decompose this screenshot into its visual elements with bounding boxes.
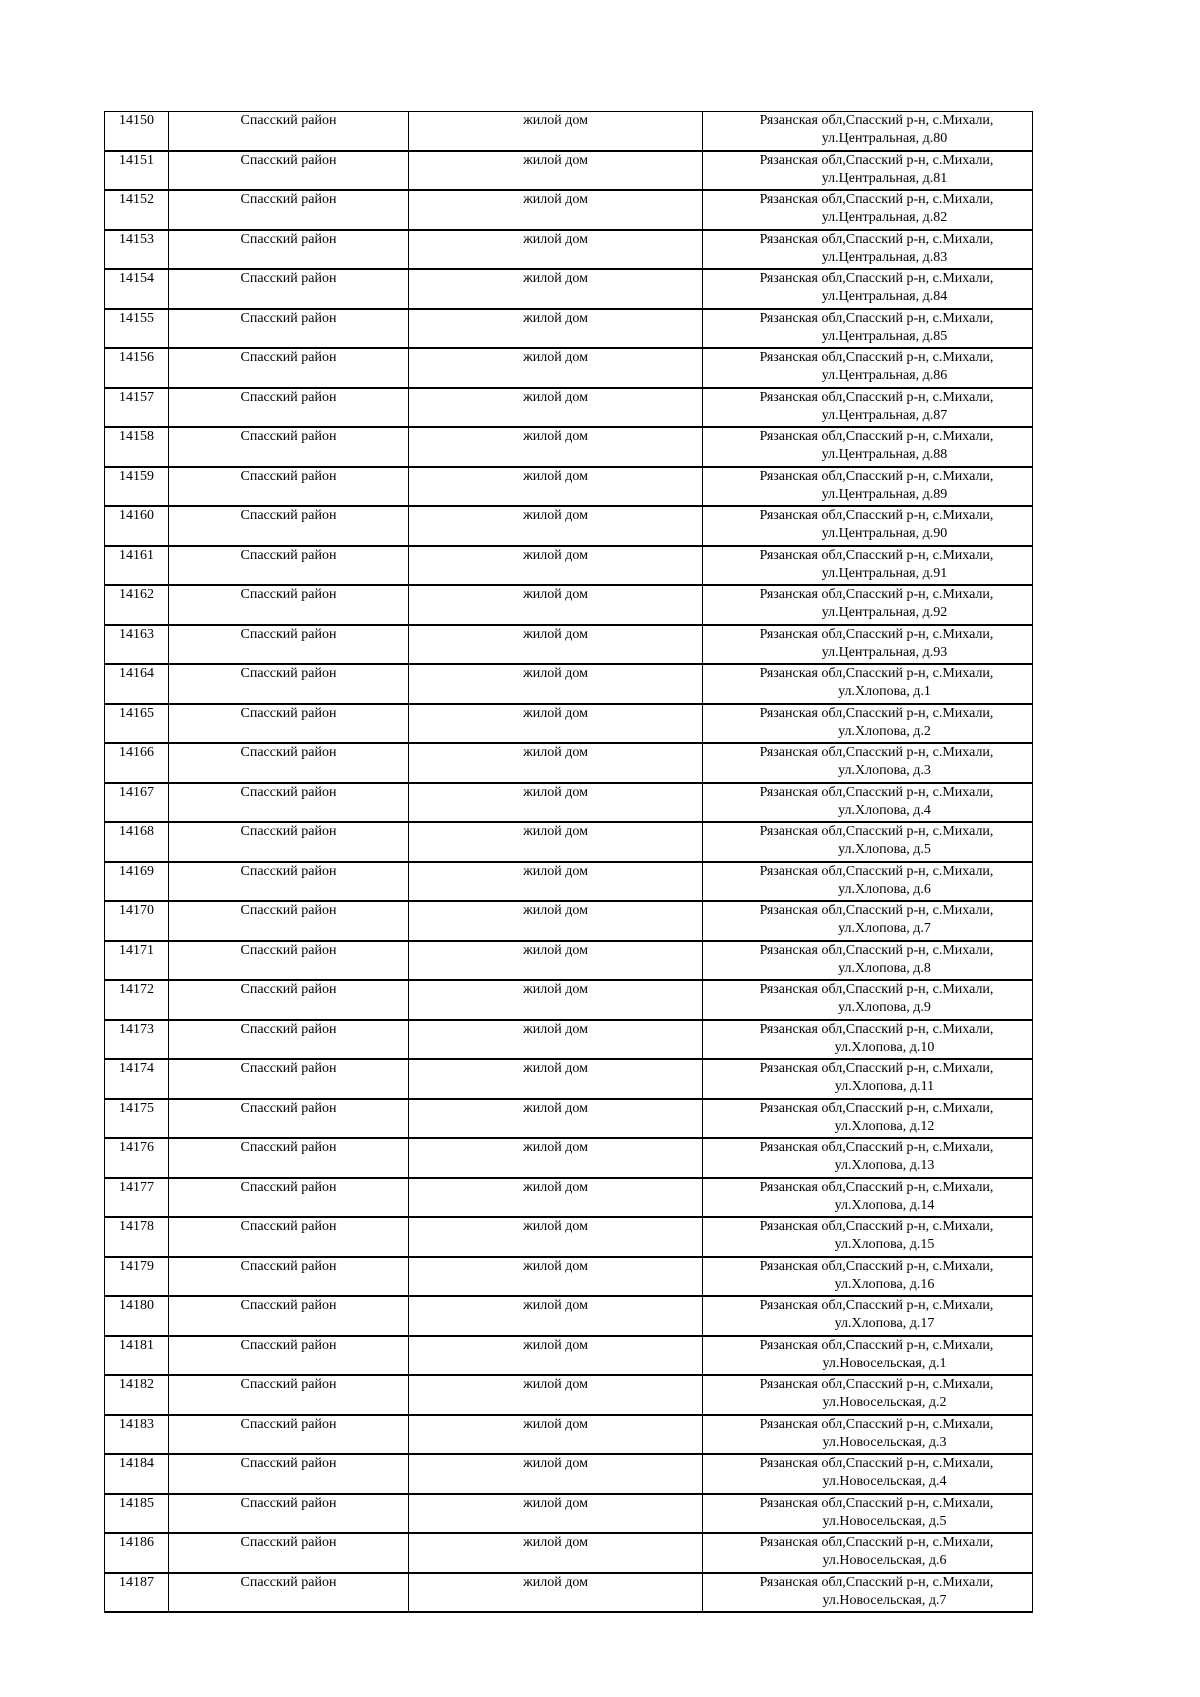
object-type-cell: жилой дом bbox=[409, 1178, 703, 1218]
address-cell bbox=[703, 1375, 1033, 1415]
address-line-street: ул.Центральная, д.88 bbox=[821, 447, 948, 462]
object-type-cell: жилой дом bbox=[409, 348, 703, 388]
address-line-street: ул.Хлопова, д.15 bbox=[834, 1237, 935, 1252]
district-cell: Спасский район bbox=[169, 1138, 409, 1178]
object-type-cell: жилой дом bbox=[409, 1296, 703, 1336]
address-cell bbox=[703, 1178, 1033, 1218]
address-line-street: ул.Центральная, д.80 bbox=[821, 131, 948, 146]
district-cell: Спасский район bbox=[169, 862, 409, 902]
table-row bbox=[105, 1059, 1033, 1099]
address-line-street: ул.Хлопова, д.10 bbox=[834, 1039, 935, 1055]
record-number-cell: 14163 bbox=[105, 625, 169, 665]
table-row bbox=[105, 190, 1033, 230]
table-row bbox=[105, 704, 1033, 744]
address-line-street: ул.Новосельская, д.2 bbox=[822, 1395, 947, 1410]
address-line-street: ул.Хлопова, д.2 bbox=[838, 723, 931, 739]
object-type-cell: жилой дом bbox=[409, 664, 703, 704]
address-line-region: Рязанская обл,Спасский р-н, с.Михали, bbox=[759, 824, 994, 839]
address-line-region: Рязанская обл,Спасский р-н, с.Михали, bbox=[759, 547, 994, 563]
district-cell: Спасский район bbox=[169, 1178, 409, 1218]
address-line-street: ул.Центральная, д.83 bbox=[821, 249, 948, 265]
address-line-region: Рязанская обл,Спасский р-н, с.Михали, bbox=[759, 1179, 994, 1195]
address-cell bbox=[703, 1454, 1033, 1494]
address-line-street: ул.Центральная, д.89 bbox=[821, 486, 948, 502]
record-number-cell: 14173 bbox=[105, 1020, 169, 1060]
address-line-street: ул.Хлопова, д.7 bbox=[838, 921, 931, 936]
object-type-cell: жилой дом bbox=[409, 822, 703, 862]
address-cell bbox=[703, 664, 1033, 704]
address-cell bbox=[703, 309, 1033, 349]
table-row bbox=[105, 309, 1033, 349]
district-cell: Спасский район bbox=[169, 309, 409, 349]
table-row bbox=[105, 1178, 1033, 1218]
address-line-region: Рязанская обл,Спасский р-н, с.Михали, bbox=[759, 903, 994, 918]
address-cell bbox=[703, 1257, 1033, 1297]
address-line-street: ул.Хлопова, д.5 bbox=[838, 842, 931, 857]
object-type-cell: жилой дом bbox=[409, 704, 703, 744]
address-cell bbox=[703, 743, 1033, 783]
address-cell bbox=[703, 467, 1033, 507]
district-cell: Спасский район bbox=[169, 980, 409, 1020]
address-line-region: Рязанская обл,Спасский р-н, с.Михали, bbox=[759, 705, 994, 721]
district-cell: Спасский район bbox=[169, 1099, 409, 1139]
district-cell: Спасский район bbox=[169, 941, 409, 981]
object-type-cell: жилой дом bbox=[409, 743, 703, 783]
address-line-region: Рязанская обл,Спасский р-н, с.Михали, bbox=[759, 982, 994, 997]
record-number-cell: 14187 bbox=[105, 1573, 169, 1613]
district-cell: Спасский район bbox=[169, 822, 409, 862]
address-line-street: ул.Хлопова, д.6 bbox=[838, 881, 931, 897]
table-row bbox=[105, 1099, 1033, 1139]
address-line-street: ул.Центральная, д.84 bbox=[821, 289, 948, 304]
address-cell bbox=[703, 862, 1033, 902]
object-type-cell: жилой дом bbox=[409, 941, 703, 981]
record-number-cell: 14167 bbox=[105, 783, 169, 823]
address-line-street: ул.Центральная, д.81 bbox=[821, 170, 948, 186]
address-line-street: ул.Новосельская, д.7 bbox=[822, 1592, 947, 1608]
record-number-cell: 14158 bbox=[105, 427, 169, 467]
district-cell: Спасский район bbox=[169, 1336, 409, 1376]
district-cell: Спасский район bbox=[169, 1257, 409, 1297]
table-row bbox=[105, 230, 1033, 270]
address-cell bbox=[703, 704, 1033, 744]
table-row bbox=[105, 1138, 1033, 1178]
address-line-region: Рязанская обл,Спасский р-н, с.Михали, bbox=[759, 1258, 994, 1274]
address-cell bbox=[703, 1533, 1033, 1573]
district-cell: Спасский район bbox=[169, 1059, 409, 1099]
table-row bbox=[105, 151, 1033, 191]
object-type-cell: жилой дом bbox=[409, 427, 703, 467]
district-cell: Спасский район bbox=[169, 1494, 409, 1534]
address-cell bbox=[703, 1336, 1033, 1376]
address-cell bbox=[703, 1138, 1033, 1178]
address-cell bbox=[703, 388, 1033, 428]
address-line-region: Рязанская обл,Спасский р-н, с.Михали, bbox=[759, 429, 994, 444]
address-line-street: ул.Центральная, д.82 bbox=[821, 210, 948, 225]
address-line-street: ул.Хлопова, д.13 bbox=[834, 1158, 935, 1173]
address-line-street: ул.Центральная, д.90 bbox=[821, 526, 948, 541]
address-cell bbox=[703, 980, 1033, 1020]
object-type-cell: жилой дом bbox=[409, 1415, 703, 1455]
address-line-region: Рязанская обл,Спасский р-н, с.Михали, bbox=[759, 1100, 994, 1116]
district-cell: Спасский район bbox=[169, 467, 409, 507]
object-type-cell: жилой дом bbox=[409, 1257, 703, 1297]
address-line-region: Рязанская обл,Спасский р-н, с.Михали, bbox=[759, 784, 994, 800]
object-type-cell: жилой дом bbox=[409, 1217, 703, 1257]
address-line-street: ул.Хлопова, д.16 bbox=[834, 1276, 935, 1292]
address-line-region: Рязанская обл,Спасский р-н, с.Михали, bbox=[759, 1337, 994, 1353]
address-cell bbox=[703, 1059, 1033, 1099]
address-line-region: Рязанская обл,Спасский р-н, с.Михали, bbox=[759, 389, 994, 405]
object-type-cell: жилой дом bbox=[409, 1573, 703, 1613]
address-line-region: Рязанская обл,Спасский р-н, с.Михали, bbox=[759, 192, 994, 207]
record-number-cell: 14164 bbox=[105, 664, 169, 704]
record-number-cell: 14179 bbox=[105, 1257, 169, 1297]
district-cell: Спасский район bbox=[169, 585, 409, 625]
address-cell bbox=[703, 506, 1033, 546]
table-row bbox=[105, 269, 1033, 309]
record-number-cell: 14150 bbox=[105, 112, 169, 151]
address-line-street: ул.Новосельская, д.3 bbox=[822, 1434, 947, 1450]
address-line-region: Рязанская обл,Спасский р-н, с.Михали, bbox=[759, 508, 994, 523]
table-row bbox=[105, 388, 1033, 428]
address-line-region: Рязанская обл,Спасский р-н, с.Михали, bbox=[759, 310, 994, 326]
object-type-cell: жилой дом bbox=[409, 1020, 703, 1060]
address-line-region: Рязанская обл,Спасский р-н, с.Михали, bbox=[759, 942, 994, 958]
object-type-cell: жилой дом bbox=[409, 269, 703, 309]
table-row bbox=[105, 1296, 1033, 1336]
object-type-cell: жилой дом bbox=[409, 783, 703, 823]
address-line-street: ул.Хлопова, д.11 bbox=[834, 1079, 935, 1094]
object-type-cell: жилой дом bbox=[409, 585, 703, 625]
table-row bbox=[105, 664, 1033, 704]
address-line-region: Рязанская обл,Спасский р-н, с.Михали, bbox=[759, 1574, 994, 1590]
address-line-street: ул.Новосельская, д.4 bbox=[822, 1474, 947, 1489]
address-line-region: Рязанская обл,Спасский р-н, с.Михали, bbox=[759, 271, 994, 286]
object-type-cell: жилой дом bbox=[409, 190, 703, 230]
record-number-cell: 14155 bbox=[105, 309, 169, 349]
address-cell bbox=[703, 269, 1033, 309]
district-cell: Спасский район bbox=[169, 151, 409, 191]
address-line-region: Рязанская обл,Спасский р-н, с.Михали, bbox=[759, 1416, 994, 1432]
address-line-region: Рязанская обл,Спасский р-н, с.Михали, bbox=[759, 1021, 994, 1037]
district-cell: Спасский район bbox=[169, 1533, 409, 1573]
address-line-region: Рязанская обл,Спасский р-н, с.Михали, bbox=[759, 745, 994, 760]
record-number-cell: 14184 bbox=[105, 1454, 169, 1494]
table-row bbox=[105, 348, 1033, 388]
district-cell: Спасский район bbox=[169, 625, 409, 665]
address-line-street: ул.Хлопова, д.12 bbox=[834, 1118, 935, 1134]
object-type-cell: жилой дом bbox=[409, 901, 703, 941]
record-number-cell: 14176 bbox=[105, 1138, 169, 1178]
address-cell bbox=[703, 230, 1033, 270]
address-cell bbox=[703, 1099, 1033, 1139]
district-cell: Спасский район bbox=[169, 1415, 409, 1455]
address-line-region: Рязанская обл,Спасский р-н, с.Михали, bbox=[759, 1495, 994, 1511]
table-row bbox=[105, 743, 1033, 783]
address-cell bbox=[703, 625, 1033, 665]
record-number-cell: 14172 bbox=[105, 980, 169, 1020]
record-number-cell: 14178 bbox=[105, 1217, 169, 1257]
object-type-cell: жилой дом bbox=[409, 1454, 703, 1494]
district-cell: Спасский район bbox=[169, 546, 409, 586]
record-number-cell: 14170 bbox=[105, 901, 169, 941]
district-cell: Спасский район bbox=[169, 190, 409, 230]
address-line-region: Рязанская обл,Спасский р-н, с.Михали, bbox=[759, 113, 994, 128]
object-type-cell: жилой дом bbox=[409, 1533, 703, 1573]
address-line-street: ул.Центральная, д.92 bbox=[821, 605, 948, 620]
object-type-cell: жилой дом bbox=[409, 1138, 703, 1178]
address-line-street: ул.Хлопова, д.4 bbox=[838, 802, 931, 818]
object-type-cell: жилой дом bbox=[409, 506, 703, 546]
object-type-cell: жилой дом bbox=[409, 546, 703, 586]
address-cell bbox=[703, 190, 1033, 230]
address-cell bbox=[703, 348, 1033, 388]
registry-body bbox=[105, 112, 1033, 1613]
address-line-street: ул.Хлопова, д.17 bbox=[834, 1316, 935, 1331]
object-type-cell: жилой дом bbox=[409, 467, 703, 507]
table-row bbox=[105, 862, 1033, 902]
table-row bbox=[105, 546, 1033, 586]
district-cell: Спасский район bbox=[169, 230, 409, 270]
record-number-cell: 14154 bbox=[105, 269, 169, 309]
address-cell bbox=[703, 1573, 1033, 1613]
record-number-cell: 14161 bbox=[105, 546, 169, 586]
record-number-cell: 14174 bbox=[105, 1059, 169, 1099]
address-line-region: Рязанская обл,Спасский р-н, с.Михали, bbox=[759, 350, 994, 365]
object-type-cell: жилой дом bbox=[409, 112, 703, 151]
table-row bbox=[105, 625, 1033, 665]
table-row bbox=[105, 585, 1033, 625]
address-line-street: ул.Хлопова, д.1 bbox=[838, 684, 931, 699]
district-cell: Спасский район bbox=[169, 269, 409, 309]
table-row bbox=[105, 427, 1033, 467]
address-line-region: Рязанская обл,Спасский р-н, с.Михали, bbox=[759, 1140, 994, 1155]
object-type-cell: жилой дом bbox=[409, 151, 703, 191]
object-type-cell: жилой дом bbox=[409, 230, 703, 270]
object-type-cell: жилой дом bbox=[409, 980, 703, 1020]
record-number-cell: 14165 bbox=[105, 704, 169, 744]
district-cell: Спасский район bbox=[169, 1296, 409, 1336]
address-cell bbox=[703, 1415, 1033, 1455]
address-line-region: Рязанская обл,Спасский р-н, с.Михали, bbox=[759, 1061, 994, 1076]
object-type-cell: жилой дом bbox=[409, 309, 703, 349]
record-number-cell: 14175 bbox=[105, 1099, 169, 1139]
district-cell: Спасский район bbox=[169, 427, 409, 467]
address-line-region: Рязанская обл,Спасский р-н, с.Михали, bbox=[759, 468, 994, 484]
object-type-cell: жилой дом bbox=[409, 862, 703, 902]
district-cell: Спасский район bbox=[169, 506, 409, 546]
table-row bbox=[105, 783, 1033, 823]
record-number-cell: 14177 bbox=[105, 1178, 169, 1218]
property-registry-table bbox=[104, 111, 1033, 1613]
address-line-region: Рязанская обл,Спасский р-н, с.Михали, bbox=[759, 1377, 994, 1392]
table-row bbox=[105, 1336, 1033, 1376]
address-line-region: Рязанская обл,Спасский р-н, с.Михали, bbox=[759, 626, 994, 642]
address-line-street: ул.Центральная, д.93 bbox=[821, 644, 948, 660]
record-number-cell: 14156 bbox=[105, 348, 169, 388]
district-cell: Спасский район bbox=[169, 901, 409, 941]
district-cell: Спасский район bbox=[169, 1375, 409, 1415]
record-number-cell: 14151 bbox=[105, 151, 169, 191]
address-line-region: Рязанская обл,Спасский р-н, с.Михали, bbox=[759, 1219, 994, 1234]
district-cell: Спасский район bbox=[169, 1217, 409, 1257]
table-row bbox=[105, 1375, 1033, 1415]
table-row bbox=[105, 901, 1033, 941]
address-line-region: Рязанская обл,Спасский р-н, с.Михали, bbox=[759, 1456, 994, 1471]
district-cell: Спасский район bbox=[169, 348, 409, 388]
record-number-cell: 14171 bbox=[105, 941, 169, 981]
object-type-cell: жилой дом bbox=[409, 1059, 703, 1099]
record-number-cell: 14168 bbox=[105, 822, 169, 862]
address-line-region: Рязанская обл,Спасский р-н, с.Михали, bbox=[759, 666, 994, 681]
table-row bbox=[105, 980, 1033, 1020]
table-row bbox=[105, 467, 1033, 507]
object-type-cell: жилой дом bbox=[409, 1375, 703, 1415]
record-number-cell: 14159 bbox=[105, 467, 169, 507]
address-line-street: ул.Хлопова, д.14 bbox=[834, 1197, 935, 1213]
record-number-cell: 14181 bbox=[105, 1336, 169, 1376]
object-type-cell: жилой дом bbox=[409, 1099, 703, 1139]
record-number-cell: 14182 bbox=[105, 1375, 169, 1415]
address-cell bbox=[703, 1494, 1033, 1534]
address-line-street: ул.Новосельская, д.5 bbox=[822, 1513, 947, 1529]
address-cell bbox=[703, 1296, 1033, 1336]
table-row bbox=[105, 1020, 1033, 1060]
table-row bbox=[105, 112, 1033, 151]
table-row bbox=[105, 1217, 1033, 1257]
record-number-cell: 14185 bbox=[105, 1494, 169, 1534]
record-number-cell: 14180 bbox=[105, 1296, 169, 1336]
address-cell bbox=[703, 546, 1033, 586]
address-line-street: ул.Новосельская, д.1 bbox=[822, 1355, 947, 1371]
district-cell: Спасский район bbox=[169, 1573, 409, 1613]
record-number-cell: 14162 bbox=[105, 585, 169, 625]
address-line-region: Рязанская обл,Спасский р-н, с.Михали, bbox=[759, 231, 994, 247]
district-cell: Спасский район bbox=[169, 664, 409, 704]
record-number-cell: 14152 bbox=[105, 190, 169, 230]
address-line-street: ул.Новосельская, д.6 bbox=[822, 1553, 947, 1568]
address-line-street: ул.Центральная, д.91 bbox=[821, 565, 948, 581]
record-number-cell: 14183 bbox=[105, 1415, 169, 1455]
address-line-street: ул.Центральная, д.85 bbox=[821, 328, 948, 344]
address-cell bbox=[703, 901, 1033, 941]
record-number-cell: 14169 bbox=[105, 862, 169, 902]
address-line-region: Рязанская обл,Спасский р-н, с.Михали, bbox=[759, 863, 994, 879]
table-row bbox=[105, 1494, 1033, 1534]
address-cell bbox=[703, 585, 1033, 625]
address-line-region: Рязанская обл,Спасский р-н, с.Михали, bbox=[759, 587, 994, 602]
object-type-cell: жилой дом bbox=[409, 625, 703, 665]
address-line-street: ул.Хлопова, д.8 bbox=[838, 960, 931, 976]
district-cell: Спасский район bbox=[169, 1454, 409, 1494]
table-row bbox=[105, 1533, 1033, 1573]
record-number-cell: 14157 bbox=[105, 388, 169, 428]
address-line-street: ул.Центральная, д.86 bbox=[821, 368, 948, 383]
address-line-street: ул.Центральная, д.87 bbox=[821, 407, 948, 423]
table-row bbox=[105, 506, 1033, 546]
address-cell bbox=[703, 1020, 1033, 1060]
object-type-cell: жилой дом bbox=[409, 1494, 703, 1534]
table-row bbox=[105, 1573, 1033, 1613]
table-row bbox=[105, 1257, 1033, 1297]
address-cell bbox=[703, 822, 1033, 862]
record-number-cell: 14186 bbox=[105, 1533, 169, 1573]
address-cell bbox=[703, 112, 1033, 151]
address-line-region: Рязанская обл,Спасский р-н, с.Михали, bbox=[759, 152, 994, 168]
district-cell: Спасский район bbox=[169, 783, 409, 823]
address-cell bbox=[703, 941, 1033, 981]
address-cell bbox=[703, 783, 1033, 823]
object-type-cell: жилой дом bbox=[409, 1336, 703, 1376]
district-cell: Спасский район bbox=[169, 388, 409, 428]
table-row bbox=[105, 822, 1033, 862]
table-row bbox=[105, 1415, 1033, 1455]
record-number-cell: 14153 bbox=[105, 230, 169, 270]
table-row bbox=[105, 941, 1033, 981]
address-line-region: Рязанская обл,Спасский р-н, с.Михали, bbox=[759, 1298, 994, 1313]
address-line-street: ул.Хлопова, д.3 bbox=[838, 763, 931, 778]
record-number-cell: 14166 bbox=[105, 743, 169, 783]
table-row bbox=[105, 1454, 1033, 1494]
address-line-street: ул.Хлопова, д.9 bbox=[838, 1000, 931, 1015]
address-line-region: Рязанская обл,Спасский р-н, с.Михали, bbox=[759, 1535, 994, 1550]
record-number-cell: 14160 bbox=[105, 506, 169, 546]
district-cell: Спасский район bbox=[169, 1020, 409, 1060]
district-cell: Спасский район bbox=[169, 704, 409, 744]
address-cell bbox=[703, 151, 1033, 191]
address-cell bbox=[703, 427, 1033, 467]
address-cell bbox=[703, 1217, 1033, 1257]
district-cell: Спасский район bbox=[169, 112, 409, 151]
district-cell: Спасский район bbox=[169, 743, 409, 783]
object-type-cell: жилой дом bbox=[409, 388, 703, 428]
